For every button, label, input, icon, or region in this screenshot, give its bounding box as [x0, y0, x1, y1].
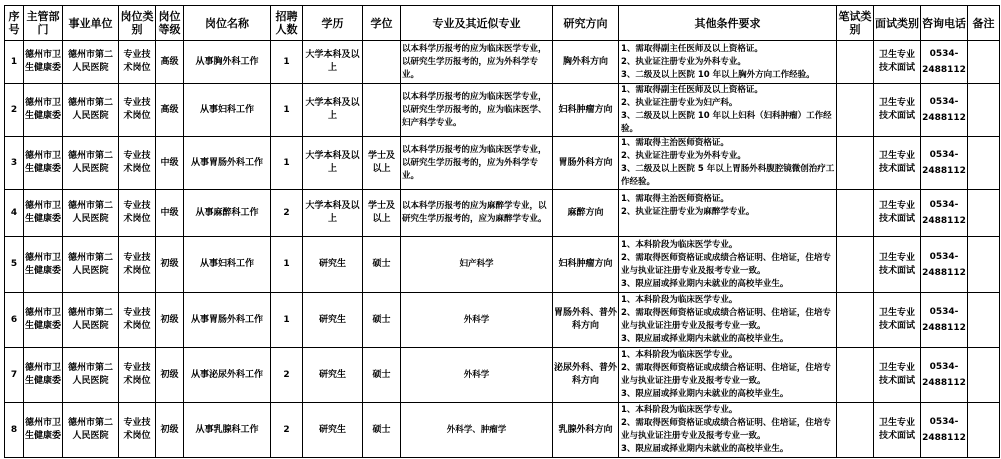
cell-post-type: 专业技术岗位: [119, 403, 156, 458]
cell-research: 妇科肿瘤方向: [553, 237, 619, 293]
cell-post-type: 专业技术岗位: [119, 84, 156, 137]
cell-phone: [921, 237, 968, 293]
cell-post-type: 专业技术岗位: [119, 348, 156, 403]
cell-interview: 卫生专业技术面试: [874, 403, 921, 458]
phone-number: 2488112: [922, 378, 966, 388]
phone-area: 0534-: [929, 362, 959, 372]
cell-degree: 硕士: [363, 403, 401, 458]
cell-post-name: 从事泌尿外科工作: [184, 348, 271, 403]
header-post-name: 岗位名称: [184, 6, 271, 41]
table-row: [5, 137, 1000, 190]
cell-unit: 德州市第二人民医院: [63, 293, 119, 348]
cell-post-level: 中级: [156, 137, 184, 190]
cell-remark: [968, 403, 1000, 458]
cell-count: 1: [271, 41, 303, 84]
header-major: 专业及其近似专业: [401, 6, 553, 41]
cell-education: 大学本科及以上: [303, 84, 363, 137]
phone-number: 2488112: [922, 166, 966, 176]
cell-seq: 5: [5, 237, 24, 293]
cell-written: [837, 190, 874, 237]
header-count: 招聘人数: [271, 6, 303, 41]
condition-line: 1、本科阶段为临床医学专业。: [621, 405, 738, 415]
header-row: [5, 6, 1000, 41]
cell-unit: 德州市第二人民医院: [63, 403, 119, 458]
cell-count: 2: [271, 190, 303, 237]
condition-line: 3、限应届或择业期内未就业的高校毕业生。: [621, 334, 789, 344]
table-row: [5, 41, 1000, 84]
phone-number: 2488112: [922, 216, 966, 226]
cell-dept: 德州市卫生健康委: [24, 403, 63, 458]
table-row: [5, 237, 1000, 293]
phone-number: 2488112: [922, 267, 966, 278]
header-seq: 序号: [5, 6, 24, 41]
condition-line: 1、本科阶段为临床医学专业。: [621, 350, 738, 360]
cell-seq: 4: [5, 190, 24, 237]
cell-education: 研究生: [303, 237, 363, 293]
cell-written: [837, 84, 874, 137]
cell-remark: [968, 237, 1000, 293]
table-row: [5, 293, 1000, 348]
cell-remark: [968, 293, 1000, 348]
cell-other: [619, 84, 837, 137]
cell-degree: 硕士: [363, 293, 401, 348]
cell-major: 妇产科学: [401, 237, 553, 293]
condition-line: 2、执业证注册专业为外科专业。: [621, 56, 746, 67]
cell-research: 乳腺外科方向: [553, 403, 619, 458]
cell-seq: 6: [5, 293, 24, 348]
cell-education: 研究生: [303, 403, 363, 458]
cell-dept: 德州市卫生健康委: [24, 190, 63, 237]
cell-post-level: 初级: [156, 293, 184, 348]
cell-other: [619, 137, 837, 190]
cell-remark: [968, 137, 1000, 190]
cell-post-name: 从事胸外科工作: [184, 41, 271, 84]
cell-degree: 学士及以上: [363, 190, 401, 237]
phone-area: 0534-: [929, 251, 959, 262]
cell-count: 1: [271, 84, 303, 137]
header-research: 研究方向: [553, 6, 619, 41]
cell-dept: 德州市卫生健康委: [24, 137, 63, 190]
cell-education: 研究生: [303, 293, 363, 348]
cell-post-type: 专业技术岗位: [119, 190, 156, 237]
cell-research: 胃肠外科方向: [553, 137, 619, 190]
cell-research: 胃肠外科、普外科方向: [553, 293, 619, 348]
cell-other: [619, 41, 837, 84]
condition-line: 3、限应届或择业期内未就业的高校毕业生。: [621, 278, 789, 289]
header-post-level: 岗位等级: [156, 6, 184, 41]
cell-seq: 8: [5, 403, 24, 458]
cell-degree: 学士及以上: [363, 137, 401, 190]
cell-interview: 卫生专业技术面试: [874, 84, 921, 137]
cell-interview: 卫生专业技术面试: [874, 348, 921, 403]
cell-other: [619, 190, 837, 237]
condition-line: 2、需取得医师资格证或成绩合格证明、住培证，住培专业与执业证注册专业及报考专业一致。: [621, 252, 831, 276]
cell-other: [619, 237, 837, 293]
cell-post-type: 专业技术岗位: [119, 41, 156, 84]
cell-degree: 硕士: [363, 348, 401, 403]
phone-number: 2488112: [922, 323, 966, 333]
cell-seq: 2: [5, 84, 24, 137]
phone-area: 0534-: [929, 49, 959, 59]
phone-area: 0534-: [929, 150, 959, 160]
cell-unit: 德州市第二人民医院: [63, 41, 119, 84]
cell-phone: [921, 293, 968, 348]
header-written: 笔试类别: [837, 6, 874, 41]
header-unit: 事业单位: [63, 6, 119, 41]
phone-area: 0534-: [929, 307, 959, 317]
header-other: 其他条件要求: [619, 6, 837, 41]
cell-remark: [968, 41, 1000, 84]
cell-unit: 德州市第二人民医院: [63, 237, 119, 293]
condition-line: 2、需取得医师资格证或成绩合格证明、住培证，住培专业与执业证注册专业及报考专业一致。: [621, 418, 831, 441]
cell-written: [837, 137, 874, 190]
condition-line: 1、本科阶段为临床医学专业。: [621, 239, 738, 250]
header-degree: 学位: [363, 6, 401, 41]
cell-education: 大学本科及以上: [303, 190, 363, 237]
cell-research: 麻醉方向: [553, 190, 619, 237]
cell-seq: 3: [5, 137, 24, 190]
condition-line: 1、需取得副主任医师及以上资格证。: [621, 85, 763, 95]
cell-phone: [921, 403, 968, 458]
condition-line: 2、执业证注册专业为外科专业。: [621, 151, 746, 161]
table-row: [5, 190, 1000, 237]
cell-remark: [968, 348, 1000, 403]
cell-written: [837, 403, 874, 458]
condition-line: 2、执业证注册专业为妇产科。: [621, 98, 738, 108]
cell-degree: [363, 41, 401, 84]
cell-unit: 德州市第二人民医院: [63, 190, 119, 237]
cell-major: 以本科学历报考的应为临床医学专业，以研究生学历报考的，应为临床医学、妇产科学专业。: [401, 84, 553, 137]
cell-major: 以本科学历报考的应为麻醉学专业，以研究生学历报考的，应为麻醉学专业。: [401, 190, 553, 237]
cell-interview: 卫生专业技术面试: [874, 190, 921, 237]
header-post-type: 岗位类别: [119, 6, 156, 41]
cell-dept: 德州市卫生健康委: [24, 237, 63, 293]
cell-remark: [968, 84, 1000, 137]
cell-post-level: 初级: [156, 403, 184, 458]
condition-line: 3、二级及以上医院 5 年以上胃肠外科腹腔镜微创治疗工作经验。: [621, 164, 835, 187]
phone-number: 2488112: [922, 113, 966, 123]
header-phone: 咨询电话: [921, 6, 968, 41]
table-row: [5, 84, 1000, 137]
cell-count: 2: [271, 348, 303, 403]
cell-education: 研究生: [303, 348, 363, 403]
phone-area: 0534-: [929, 200, 959, 210]
cell-major: 以本科学历报考的应为临床医学专业，以研究生学历报考的，应为外科学专业。: [401, 137, 553, 190]
cell-post-name: 从事妇科工作: [184, 84, 271, 137]
header-education: 学历: [303, 6, 363, 41]
cell-unit: 德州市第二人民医院: [63, 137, 119, 190]
cell-research: 胸外科方向: [553, 41, 619, 84]
condition-line: 3、限应届或择业期内未就业的高校毕业生。: [621, 389, 789, 399]
cell-post-type: 专业技术岗位: [119, 293, 156, 348]
condition-line: 2、执业证注册专业为麻醉学专业。: [621, 207, 755, 217]
cell-post-type: 专业技术岗位: [119, 237, 156, 293]
cell-interview: 卫生专业技术面试: [874, 137, 921, 190]
cell-phone: [921, 137, 968, 190]
cell-post-name: 从事乳腺科工作: [184, 403, 271, 458]
cell-count: 1: [271, 137, 303, 190]
cell-post-name: 从事胃肠外科工作: [184, 293, 271, 348]
cell-post-level: 初级: [156, 348, 184, 403]
condition-line: 2、需取得医师资格证或成绩合格证明、住培证，住培专业与执业证注册专业及报考专业一致。: [621, 308, 831, 331]
header-remark: 备注: [968, 6, 1000, 41]
cell-post-level: 中级: [156, 190, 184, 237]
condition-line: 1、需取得副主任医师及以上资格证。: [621, 43, 763, 54]
recruitment-table: [4, 5, 1000, 458]
cell-written: [837, 348, 874, 403]
cell-phone: [921, 84, 968, 137]
condition-line: 3、限应届或择业期内未就业的高校毕业生。: [621, 444, 789, 454]
condition-line: 1、需取得主治医师资格证。: [621, 138, 729, 148]
cell-research: 妇科肿瘤方向: [553, 84, 619, 137]
cell-education: 大学本科及以上: [303, 41, 363, 84]
cell-written: [837, 237, 874, 293]
cell-phone: [921, 41, 968, 84]
cell-post-level: 高级: [156, 84, 184, 137]
cell-written: [837, 293, 874, 348]
cell-other: [619, 348, 837, 403]
cell-major: 外科学: [401, 348, 553, 403]
cell-dept: 德州市卫生健康委: [24, 293, 63, 348]
phone-area: 0534-: [929, 97, 959, 107]
cell-post-level: 初级: [156, 237, 184, 293]
cell-post-name: 从事妇科工作: [184, 237, 271, 293]
table-row: [5, 403, 1000, 458]
cell-other: [619, 293, 837, 348]
cell-post-type: 专业技术岗位: [119, 137, 156, 190]
cell-post-level: 高级: [156, 41, 184, 84]
cell-seq: 1: [5, 41, 24, 84]
cell-seq: 7: [5, 348, 24, 403]
cell-remark: [968, 190, 1000, 237]
cell-degree: [363, 84, 401, 137]
cell-dept: 德州市卫生健康委: [24, 41, 63, 84]
condition-line: 3、二级及以上医院 10 年以上胸外方向工作经验。: [621, 69, 815, 80]
condition-line: 1、本科阶段为临床医学专业。: [621, 295, 738, 305]
cell-post-name: 从事麻醉科工作: [184, 190, 271, 237]
cell-research: 泌尿外科、普外科方向: [553, 348, 619, 403]
condition-line: 3、二级及以上医院 10 年以上妇科（妇科肿瘤）工作经验。: [621, 111, 832, 134]
cell-dept: 德州市卫生健康委: [24, 84, 63, 137]
cell-degree: 硕士: [363, 237, 401, 293]
phone-area: 0534-: [929, 417, 959, 427]
cell-education: 大学本科及以上: [303, 137, 363, 190]
cell-major: 外科学、肿瘤学: [401, 403, 553, 458]
cell-unit: 德州市第二人民医院: [63, 348, 119, 403]
condition-line: 1、需取得主治医师资格证。: [621, 194, 729, 204]
cell-interview: 卫生专业技术面试: [874, 41, 921, 84]
phone-number: 2488112: [922, 65, 966, 75]
cell-phone: [921, 348, 968, 403]
cell-interview: 卫生专业技术面试: [874, 237, 921, 293]
cell-count: 1: [271, 237, 303, 293]
cell-written: [837, 41, 874, 84]
cell-dept: 德州市卫生健康委: [24, 348, 63, 403]
cell-other: [619, 403, 837, 458]
cell-unit: 德州市第二人民医院: [63, 84, 119, 137]
phone-number: 2488112: [922, 433, 966, 443]
condition-line: 2、需取得医师资格证或成绩合格证明、住培证，住培专业与执业证注册专业及报考专业一致。: [621, 363, 831, 386]
cell-phone: [921, 190, 968, 237]
table-row: [5, 348, 1000, 403]
header-dept: 主管部门: [24, 6, 63, 41]
cell-major: 以本科学历报考的应为临床医学专业，以研究生学历报考的，应为外科学专业。: [401, 41, 553, 84]
cell-post-name: 从事胃肠外科工作: [184, 137, 271, 190]
cell-count: 2: [271, 403, 303, 458]
cell-count: 1: [271, 293, 303, 348]
cell-major: 外科学: [401, 293, 553, 348]
cell-interview: 卫生专业技术面试: [874, 293, 921, 348]
header-interview: 面试类别: [874, 6, 921, 41]
